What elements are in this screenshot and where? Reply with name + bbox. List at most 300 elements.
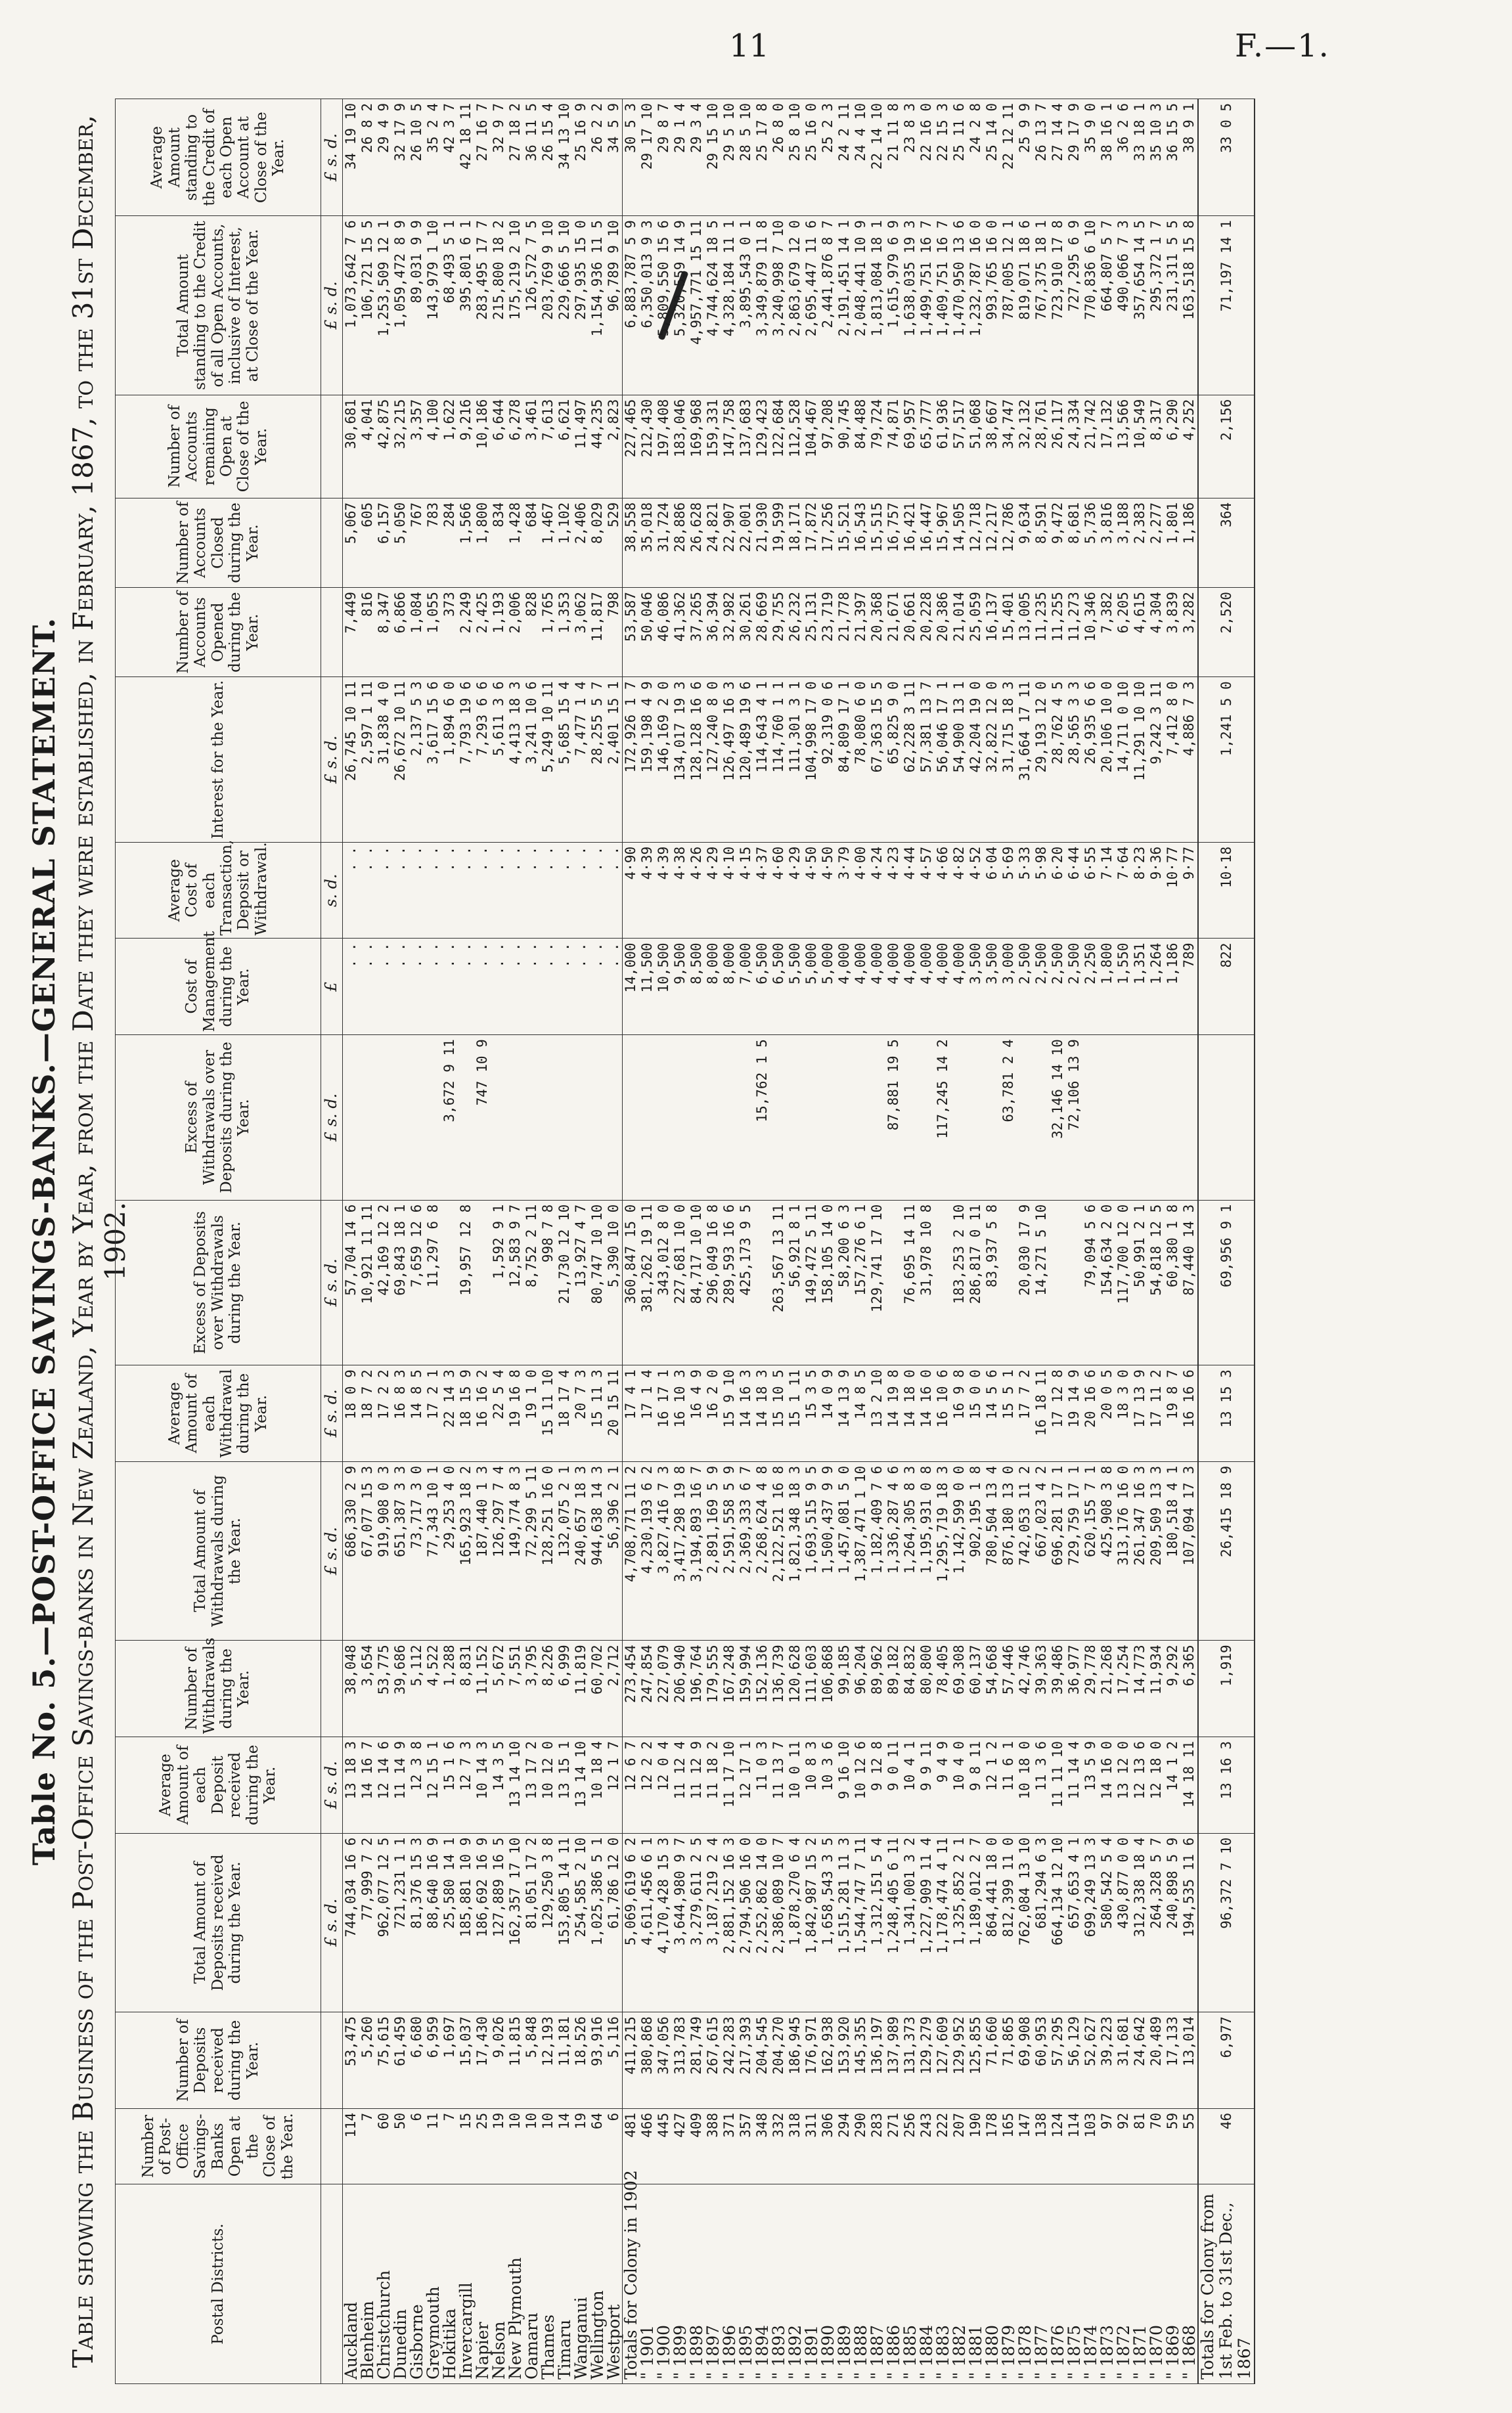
- cell-dep-n: 11,815: [507, 2012, 523, 2109]
- cell-credit-avg: 21 11 8: [885, 99, 902, 216]
- cell-credit: 1,154,936 11 5: [589, 216, 606, 395]
- table-row: [1033, 99, 1050, 2384]
- cell-dep-amt: 264,328 5 7: [1148, 1833, 1165, 2012]
- cell-credit-avg: 26 8 2: [359, 99, 376, 216]
- cell-dep-n: 11,181: [556, 2012, 573, 2109]
- cell-cost: 2,500: [1050, 939, 1066, 1035]
- cell-offices: 7: [359, 2108, 376, 2184]
- cell-open: 69,957: [902, 395, 918, 498]
- cell-ex-wd: [869, 1035, 885, 1200]
- cell-wd-n: 3,795: [523, 1641, 540, 1737]
- cell-wd-avg: 14 16 0: [918, 1365, 935, 1462]
- cell-cost: 4,000: [902, 939, 918, 1035]
- cell-wd-amt: 780,504 13 4: [984, 1461, 1000, 1640]
- table-row: [342, 99, 359, 2384]
- row-label: Greymouth: [425, 2184, 441, 2384]
- cell-credit-avg: 28 5 10: [738, 99, 754, 216]
- cell-dep-amt: 1,341,001 3 2: [902, 1833, 918, 2012]
- cell-credit-avg: 25 8 10: [787, 99, 803, 216]
- cell-dep-amt: 77,999 7 2: [359, 1833, 376, 2012]
- cell-dep-n: 71,660: [984, 2012, 1000, 2109]
- cell-dep-n: 39,223: [1099, 2012, 1115, 2109]
- cell-ex-wd: [672, 1035, 688, 1200]
- cell-wd-n: 78,405: [935, 1641, 951, 1737]
- cell-dep-n: 12,193: [540, 2012, 556, 2109]
- cell-ex-wd: [491, 1035, 507, 1200]
- cell-cost: 1,351: [1132, 939, 1148, 1035]
- cell-dep-amt: 812,399 11 0: [1000, 1833, 1017, 2012]
- cell-credit: 1,409,751 16 7: [935, 216, 951, 395]
- cell-cost-avg: 3·79: [836, 842, 853, 939]
- cell-cost-avg: 6·20: [1050, 842, 1066, 939]
- cell-dep-n: 24,642: [1132, 2012, 1148, 2109]
- row-label: " 1874: [1082, 2184, 1099, 2384]
- cell-dep-avg: 14 3 5: [491, 1737, 507, 1834]
- cell-ex-wd: [458, 1035, 474, 1200]
- cell-credit: 203,769 9 10: [540, 216, 556, 395]
- cell-offices: 357: [738, 2108, 754, 2184]
- cell-int: 1,894 6 0: [441, 677, 458, 842]
- cell-int: 7,412 8 0: [1165, 677, 1181, 842]
- cell-ex-wd: [622, 1035, 639, 1200]
- cell-dep-amt: 1,544,747 7 11: [853, 1833, 869, 2012]
- cell-wd-n: 14,773: [1132, 1641, 1148, 1737]
- row-label: Totals for Colony from 1st Feb. to 31st Dec., 1867: [1198, 2184, 1255, 2384]
- cell-wd-n: 7,551: [507, 1641, 523, 1737]
- cell-cost: . .: [441, 939, 458, 1035]
- cell-wd-n: 5,112: [409, 1641, 425, 1737]
- cell-wd-avg: 13 2 10: [869, 1365, 885, 1462]
- table-row: [918, 99, 935, 2384]
- cell-ex-dep: 158,105 14 0: [820, 1200, 836, 1365]
- cell-dep-amt: 681,294 6 3: [1033, 1833, 1050, 2012]
- cell-wd-amt: 919,908 0 3: [376, 1461, 392, 1640]
- cell-cost: . .: [359, 939, 376, 1035]
- cell-wd-avg: 20 16 6: [1082, 1365, 1099, 1462]
- cell-cost: . .: [409, 939, 425, 1035]
- cell-dep-amt: 185,881 10 9: [458, 1833, 474, 2012]
- cell-dep-n: 380,868: [639, 2012, 656, 2109]
- cell-opened: 2,425: [474, 588, 491, 677]
- cell-opened: 4,615: [1132, 588, 1148, 677]
- cell-opened: 20,368: [869, 588, 885, 677]
- cell-closed: 16,757: [885, 498, 902, 587]
- cell-ex-wd: [688, 1035, 705, 1200]
- cell-wd-avg: 14 19 8: [885, 1365, 902, 1462]
- cell-wd-amt: 180,518 4 1: [1165, 1461, 1181, 1640]
- cell-ex-wd: [918, 1035, 935, 1200]
- cell-cost-avg: 4·37: [754, 842, 770, 939]
- cell-opened: 16,137: [984, 588, 1000, 677]
- cell-ex-dep: 83,937 5 8: [984, 1200, 1000, 1365]
- cell-ex-dep: 7,659 12 6: [409, 1200, 425, 1365]
- cell-int: 3,617 15 6: [425, 677, 441, 842]
- cell-opened: 46,086: [656, 588, 672, 677]
- cell-cost: 9,500: [672, 939, 688, 1035]
- cell-opened: 798: [606, 588, 623, 677]
- cell-open: 147,758: [721, 395, 738, 498]
- cell-cost-avg: 4·24: [869, 842, 885, 939]
- cell-wd-amt: 2,122,521 16 8: [770, 1461, 787, 1640]
- cell-wd-n: 206,940: [672, 1641, 688, 1737]
- cell-int: 134,017 19 3: [672, 677, 688, 842]
- cell-closed: 12,786: [1000, 498, 1017, 587]
- cell-credit-avg: 25 2 3: [820, 99, 836, 216]
- table-row: [1017, 99, 1033, 2384]
- cell-ex-wd: [1165, 1035, 1181, 1200]
- cell-wd-avg: 19 1 0: [523, 1365, 540, 1462]
- cell-dep-amt: 88,640 16 9: [425, 1833, 441, 2012]
- cell-offices: 271: [885, 2108, 902, 2184]
- cell-credit-avg: 22 14 10: [869, 99, 885, 216]
- cell-cost: 14,000: [622, 939, 639, 1035]
- cell-ex-dep: 12,583 9 7: [507, 1200, 523, 1365]
- cell-credit: 770,836 6 10: [1082, 216, 1099, 395]
- cell-credit: 215,800 18 2: [491, 216, 507, 395]
- cell-wd-avg: 16 16 2: [474, 1365, 491, 1462]
- cell-offices: 92: [1115, 2108, 1132, 2184]
- col-open-close: Number of Accounts remaining Open at Close of the Year.: [116, 395, 321, 498]
- cell-dep-avg: 12 15 1: [425, 1737, 441, 1834]
- cell-closed: 1,428: [507, 498, 523, 587]
- cell-wd-amt: 107,094 17 3: [1181, 1461, 1198, 1640]
- row-label: Auckland: [342, 2184, 359, 2384]
- cell-cost: . .: [573, 939, 589, 1035]
- cell-credit-avg: 36 15 5: [1165, 99, 1181, 216]
- cell-dep-n: 267,615: [705, 2012, 721, 2109]
- cell-dep-avg: 13 5 9: [1082, 1737, 1099, 1834]
- cell-closed: 9,634: [1017, 498, 1033, 587]
- row-label: " 1872: [1115, 2184, 1132, 2384]
- col-deposits-count: Number of Deposits received during the Year.: [116, 2012, 321, 2109]
- cell-wd-n: 69,308: [951, 1641, 967, 1737]
- cell-wd-n: 99,185: [836, 1641, 853, 1737]
- cell-wd-amt: 4,230,193 6 2: [639, 1461, 656, 1640]
- cell-credit: 3,349,879 11 8: [754, 216, 770, 395]
- cell-offices: 190: [967, 2108, 984, 2184]
- cell-credit: 89,031 9 9: [409, 216, 425, 395]
- cell-open: 38,667: [984, 395, 1000, 498]
- cell-wd-n: 29,778: [1082, 1641, 1099, 1737]
- cell-int: 28,255 5 7: [589, 677, 606, 842]
- cell-wd-avg: 15 1 11: [787, 1365, 803, 1462]
- cell-credit-avg: 27 16 7: [474, 99, 491, 216]
- cell-credit-avg: 35 9 0: [1082, 99, 1099, 216]
- cell-credit-avg: 25 17 8: [754, 99, 770, 216]
- cell-wd-amt: 4,708,771 11 2: [622, 1461, 639, 1640]
- cell-opened: 1,055: [425, 588, 441, 677]
- cell-dep-n: 20,489: [1148, 2012, 1165, 2109]
- cell-ex-wd: [705, 1035, 721, 1200]
- cell-dep-n: 6,977: [1198, 2012, 1255, 2109]
- table-row: [458, 99, 474, 2384]
- cell-wd-n: 36,977: [1066, 1641, 1082, 1737]
- cell-ex-wd: [721, 1035, 738, 1200]
- cell-open: 11,497: [573, 395, 589, 498]
- cell-int: 32,822 12 0: [984, 677, 1000, 842]
- row-label: " 1869: [1165, 2184, 1181, 2384]
- cell-ex-wd: [967, 1035, 984, 1200]
- cell-closed: 5,050: [392, 498, 409, 587]
- cell-int: 7,293 6 6: [474, 677, 491, 842]
- cell-opened: 828: [523, 588, 540, 677]
- cell-cost: . .: [523, 939, 540, 1035]
- cell-int: 31,838 4 0: [376, 677, 392, 842]
- cell-cost: . .: [458, 939, 474, 1035]
- cell-dep-avg: 11 14 9: [392, 1737, 409, 1834]
- cell-ex-wd: 72,106 13 9: [1066, 1035, 1082, 1200]
- cell-credit: 4,957,771 15 11: [688, 216, 705, 395]
- unit-lsd: £ s. d.: [321, 1833, 343, 2012]
- cell-credit-avg: 24 2 8: [967, 99, 984, 216]
- cell-int: 5,685 15 4: [556, 677, 573, 842]
- cell-wd-n: 1,288: [441, 1641, 458, 1737]
- row-label: " 1899: [672, 2184, 688, 2384]
- cell-wd-amt: 3,827,416 7 3: [656, 1461, 672, 1640]
- row-label: " 1877: [1033, 2184, 1050, 2384]
- cell-int: 111,301 3 1: [787, 677, 803, 842]
- cell-int: 57,381 13 7: [918, 677, 935, 842]
- col-credit-avg: Average Amount standing to the Credit of each Open Account at Close of the Year.: [116, 99, 321, 216]
- cell-int: 7,477 1 4: [573, 677, 589, 842]
- cell-opened: 25,059: [967, 588, 984, 677]
- cell-dep-amt: 1,189,012 2 7: [967, 1833, 984, 2012]
- cell-dep-avg: 13 14 10: [573, 1737, 589, 1834]
- cell-wd-avg: 16 16 6: [1181, 1365, 1198, 1462]
- table-row: [409, 99, 425, 2384]
- cell-dep-n: 53,475: [342, 2012, 359, 2109]
- cell-credit-avg: 25 16 9: [573, 99, 589, 216]
- cell-dep-avg: 11 11 10: [1050, 1737, 1066, 1834]
- cell-wd-avg: 20 15 11: [606, 1365, 623, 1462]
- cell-credit-avg: 22 15 3: [935, 99, 951, 216]
- cell-credit-avg: 25 16 0: [803, 99, 820, 216]
- cell-dep-amt: 3,279,611 2 5: [688, 1833, 705, 2012]
- cell-cost-avg: . .: [540, 842, 556, 939]
- cell-cost: 5,500: [787, 939, 803, 1035]
- cell-wd-avg: 14 5 6: [984, 1365, 1000, 1462]
- cell-opened: 29,755: [770, 588, 787, 677]
- cell-opened: 3,282: [1181, 588, 1198, 677]
- header-row: [116, 99, 321, 2384]
- cell-cost: 10,500: [656, 939, 672, 1035]
- cell-ex-dep: 157,276 6 1: [853, 1200, 869, 1365]
- cell-dep-amt: 81,051 17 2: [523, 1833, 540, 2012]
- col-offices: Number of Post-Office Savings-Banks Open at the Close of the Year.: [116, 2108, 321, 2184]
- cell-ex-dep: 5,390 10 0: [606, 1200, 623, 1365]
- cell-ex-wd: 3,672 9 11: [441, 1035, 458, 1200]
- cell-ex-dep: [1000, 1200, 1017, 1365]
- cell-opened: 53,587: [622, 588, 639, 677]
- cell-cost: 1,264: [1148, 939, 1165, 1035]
- row-label: Christchurch: [376, 2184, 392, 2384]
- cell-wd-amt: 1,195,931 0 8: [918, 1461, 935, 1640]
- cell-wd-avg: 16 2 0: [705, 1365, 721, 1462]
- cell-ex-wd: [556, 1035, 573, 1200]
- cell-ex-wd: [787, 1035, 803, 1200]
- cell-credit: 2,695,447 11 6: [803, 216, 820, 395]
- cell-int: 120,489 19 6: [738, 677, 754, 842]
- cell-offices: 14: [556, 2108, 573, 2184]
- cell-cost-avg: . .: [409, 842, 425, 939]
- cell-closed: 28,886: [672, 498, 688, 587]
- cell-dep-amt: 61,786 12 0: [606, 1833, 623, 2012]
- cell-wd-n: 89,182: [885, 1641, 902, 1737]
- cell-cost-avg: . .: [573, 842, 589, 939]
- cell-cost-avg: 4·44: [902, 842, 918, 939]
- cell-credit: 2,048,441 10 9: [853, 216, 869, 395]
- cell-cost: 7,000: [738, 939, 754, 1035]
- cell-dep-amt: 4,611,456 6 1: [639, 1833, 656, 2012]
- table-row: [540, 99, 556, 2384]
- cell-wd-amt: 56,396 2 1: [606, 1461, 623, 1640]
- cell-wd-avg: 14 18 3: [754, 1365, 770, 1462]
- cell-ex-dep: 263,567 13 11: [770, 1200, 787, 1365]
- cell-ex-wd: [376, 1035, 392, 1200]
- page-header: [0, 0, 1512, 92]
- row-label: " 1890: [820, 2184, 836, 2384]
- cell-wd-avg: 16 10 6: [935, 1365, 951, 1462]
- cell-opened: 21,778: [836, 588, 853, 677]
- cell-dep-amt: 1,227,909 11 4: [918, 1833, 935, 2012]
- cell-wd-avg: 18 0 9: [342, 1365, 359, 1462]
- cell-opened: 23,719: [820, 588, 836, 677]
- cell-opened: 1,353: [556, 588, 573, 677]
- cell-offices: 60: [376, 2108, 392, 2184]
- cell-closed: 19,599: [770, 498, 787, 587]
- cell-closed: 9,472: [1050, 498, 1066, 587]
- cell-cost: . .: [507, 939, 523, 1035]
- cell-offices: 445: [656, 2108, 672, 2184]
- cell-closed: 1,566: [458, 498, 474, 587]
- cell-dep-amt: 3,187,219 2 4: [705, 1833, 721, 2012]
- cell-credit-avg: 29 8 7: [656, 99, 672, 216]
- cell-wd-amt: 1,142,599 0 0: [951, 1461, 967, 1640]
- col-district: Postal Districts.: [116, 2184, 321, 2384]
- cell-wd-n: 21,268: [1099, 1641, 1115, 1737]
- cell-open: 2,156: [1198, 395, 1255, 498]
- cell-opened: 21,014: [951, 588, 967, 677]
- cell-ex-dep: 117,700 12 0: [1115, 1200, 1132, 1365]
- cell-closed: 3,188: [1115, 498, 1132, 587]
- cell-ex-wd: [507, 1035, 523, 1200]
- table-row: [1148, 99, 1165, 2384]
- cell-cost: 11,500: [639, 939, 656, 1035]
- cell-ex-wd: [342, 1035, 359, 1200]
- cell-dep-amt: 96,372 7 10: [1198, 1833, 1255, 2012]
- cell-closed: 22,907: [721, 498, 738, 587]
- cell-ex-wd: [1115, 1035, 1132, 1200]
- cell-wd-n: 227,079: [656, 1641, 672, 1737]
- cell-wd-n: 179,555: [705, 1641, 721, 1737]
- savings-bank-table: [115, 99, 1255, 2384]
- cell-dep-n: 411,215: [622, 2012, 639, 2109]
- cell-offices: 10: [507, 2108, 523, 2184]
- cell-credit-avg: 32 17 9: [392, 99, 409, 216]
- cell-cost-avg: 5·69: [1000, 842, 1017, 939]
- col-withdrawal-avg: Average Amount of each Withdrawal during the Year.: [116, 1365, 321, 1462]
- cell-cost-avg: 4·10: [721, 842, 738, 939]
- cell-credit-avg: 24 2 11: [836, 99, 853, 216]
- col-excess-deposits: Excess of Deposits over Withdrawals during the Year.: [116, 1200, 321, 1365]
- row-label: Hokitika: [441, 2184, 458, 2384]
- cell-open: 21,742: [1082, 395, 1099, 498]
- cell-wd-amt: 2,369,333 6 7: [738, 1461, 754, 1640]
- cell-int: 4,413 18 3: [507, 677, 523, 842]
- cell-credit: 231,311 5 5: [1165, 216, 1181, 395]
- cell-wd-amt: 1,264,305 8 3: [902, 1461, 918, 1640]
- table-row: [1099, 99, 1115, 2384]
- cell-dep-avg: 10 14 3: [474, 1737, 491, 1834]
- cell-int: 84,809 17 1: [836, 677, 853, 842]
- cell-credit-avg: 42 3 7: [441, 99, 458, 216]
- cell-wd-amt: 729,759 17 1: [1066, 1461, 1082, 1640]
- col-closed: Number of Accounts Closed during the Year.: [116, 498, 321, 587]
- cell-dep-amt: 2,386,089 10 7: [770, 1833, 787, 2012]
- cell-cost-avg: 6·44: [1066, 842, 1082, 939]
- cell-ex-wd: [836, 1035, 853, 1200]
- cell-wd-n: 96,204: [853, 1641, 869, 1737]
- cell-dep-n: 281,749: [688, 2012, 705, 2109]
- cell-dep-avg: 10 18 0: [1017, 1737, 1033, 1834]
- cell-ex-dep: 1,592 9 1: [491, 1200, 507, 1365]
- cell-wd-avg: 19 16 8: [507, 1365, 523, 1462]
- table-row: [1198, 99, 1255, 2384]
- cell-wd-n: 159,994: [738, 1641, 754, 1737]
- cell-int: 42,204 19 0: [967, 677, 984, 842]
- cell-cost: 6,500: [754, 939, 770, 1035]
- cell-open: 28,761: [1033, 395, 1050, 498]
- cell-credit: 1,813,084 18 1: [869, 216, 885, 395]
- cell-dep-n: 136,197: [869, 2012, 885, 2109]
- cell-dep-avg: 13 16 3: [1198, 1737, 1255, 1834]
- cell-closed: 529: [606, 498, 623, 587]
- cell-ex-dep: 76,695 14 11: [902, 1200, 918, 1365]
- cell-ex-wd: [573, 1035, 589, 1200]
- cell-open: 90,745: [836, 395, 853, 498]
- cell-ex-wd: [425, 1035, 441, 1200]
- table-row: [441, 99, 458, 2384]
- cell-wd-n: 136,739: [770, 1641, 787, 1737]
- cell-offices: 11: [425, 2108, 441, 2184]
- cell-wd-n: 9,292: [1165, 1641, 1181, 1737]
- cell-dep-avg: 11 3 6: [1033, 1737, 1050, 1834]
- cell-open: 6,278: [507, 395, 523, 498]
- cell-dep-avg: 12 1 2: [984, 1737, 1000, 1834]
- table-row: [359, 99, 376, 2384]
- cell-dep-amt: 1,312,151 5 4: [869, 1833, 885, 2012]
- cell-closed: 17,256: [820, 498, 836, 587]
- cell-open: 84,488: [853, 395, 869, 498]
- cell-dep-amt: 129,250 3 8: [540, 1833, 556, 2012]
- cell-opened: 2,006: [507, 588, 523, 677]
- table-row: [573, 99, 589, 2384]
- row-label: " 1887: [869, 2184, 885, 2384]
- cell-wd-n: 4,522: [425, 1641, 441, 1737]
- cell-wd-amt: 1,295,719 18 3: [935, 1461, 951, 1640]
- col-credit-total: Total Amount standing to the Credit of all Open Accounts, inclusive of Interest, at Close of the Year.: [116, 216, 321, 395]
- cell-dep-amt: 1,842,987 15 2: [803, 1833, 820, 2012]
- cell-ex-dep: 57,704 14 6: [342, 1200, 359, 1365]
- cell-closed: 12,718: [967, 498, 984, 587]
- cell-credit: 2,441,876 8 7: [820, 216, 836, 395]
- cell-offices: 283: [869, 2108, 885, 2184]
- table-row: [1165, 99, 1181, 2384]
- cell-cost: . .: [606, 939, 623, 1035]
- cell-closed: 17,872: [803, 498, 820, 587]
- cell-dep-amt: 580,542 5 4: [1099, 1833, 1115, 2012]
- cell-dep-n: 1,697: [441, 2012, 458, 2109]
